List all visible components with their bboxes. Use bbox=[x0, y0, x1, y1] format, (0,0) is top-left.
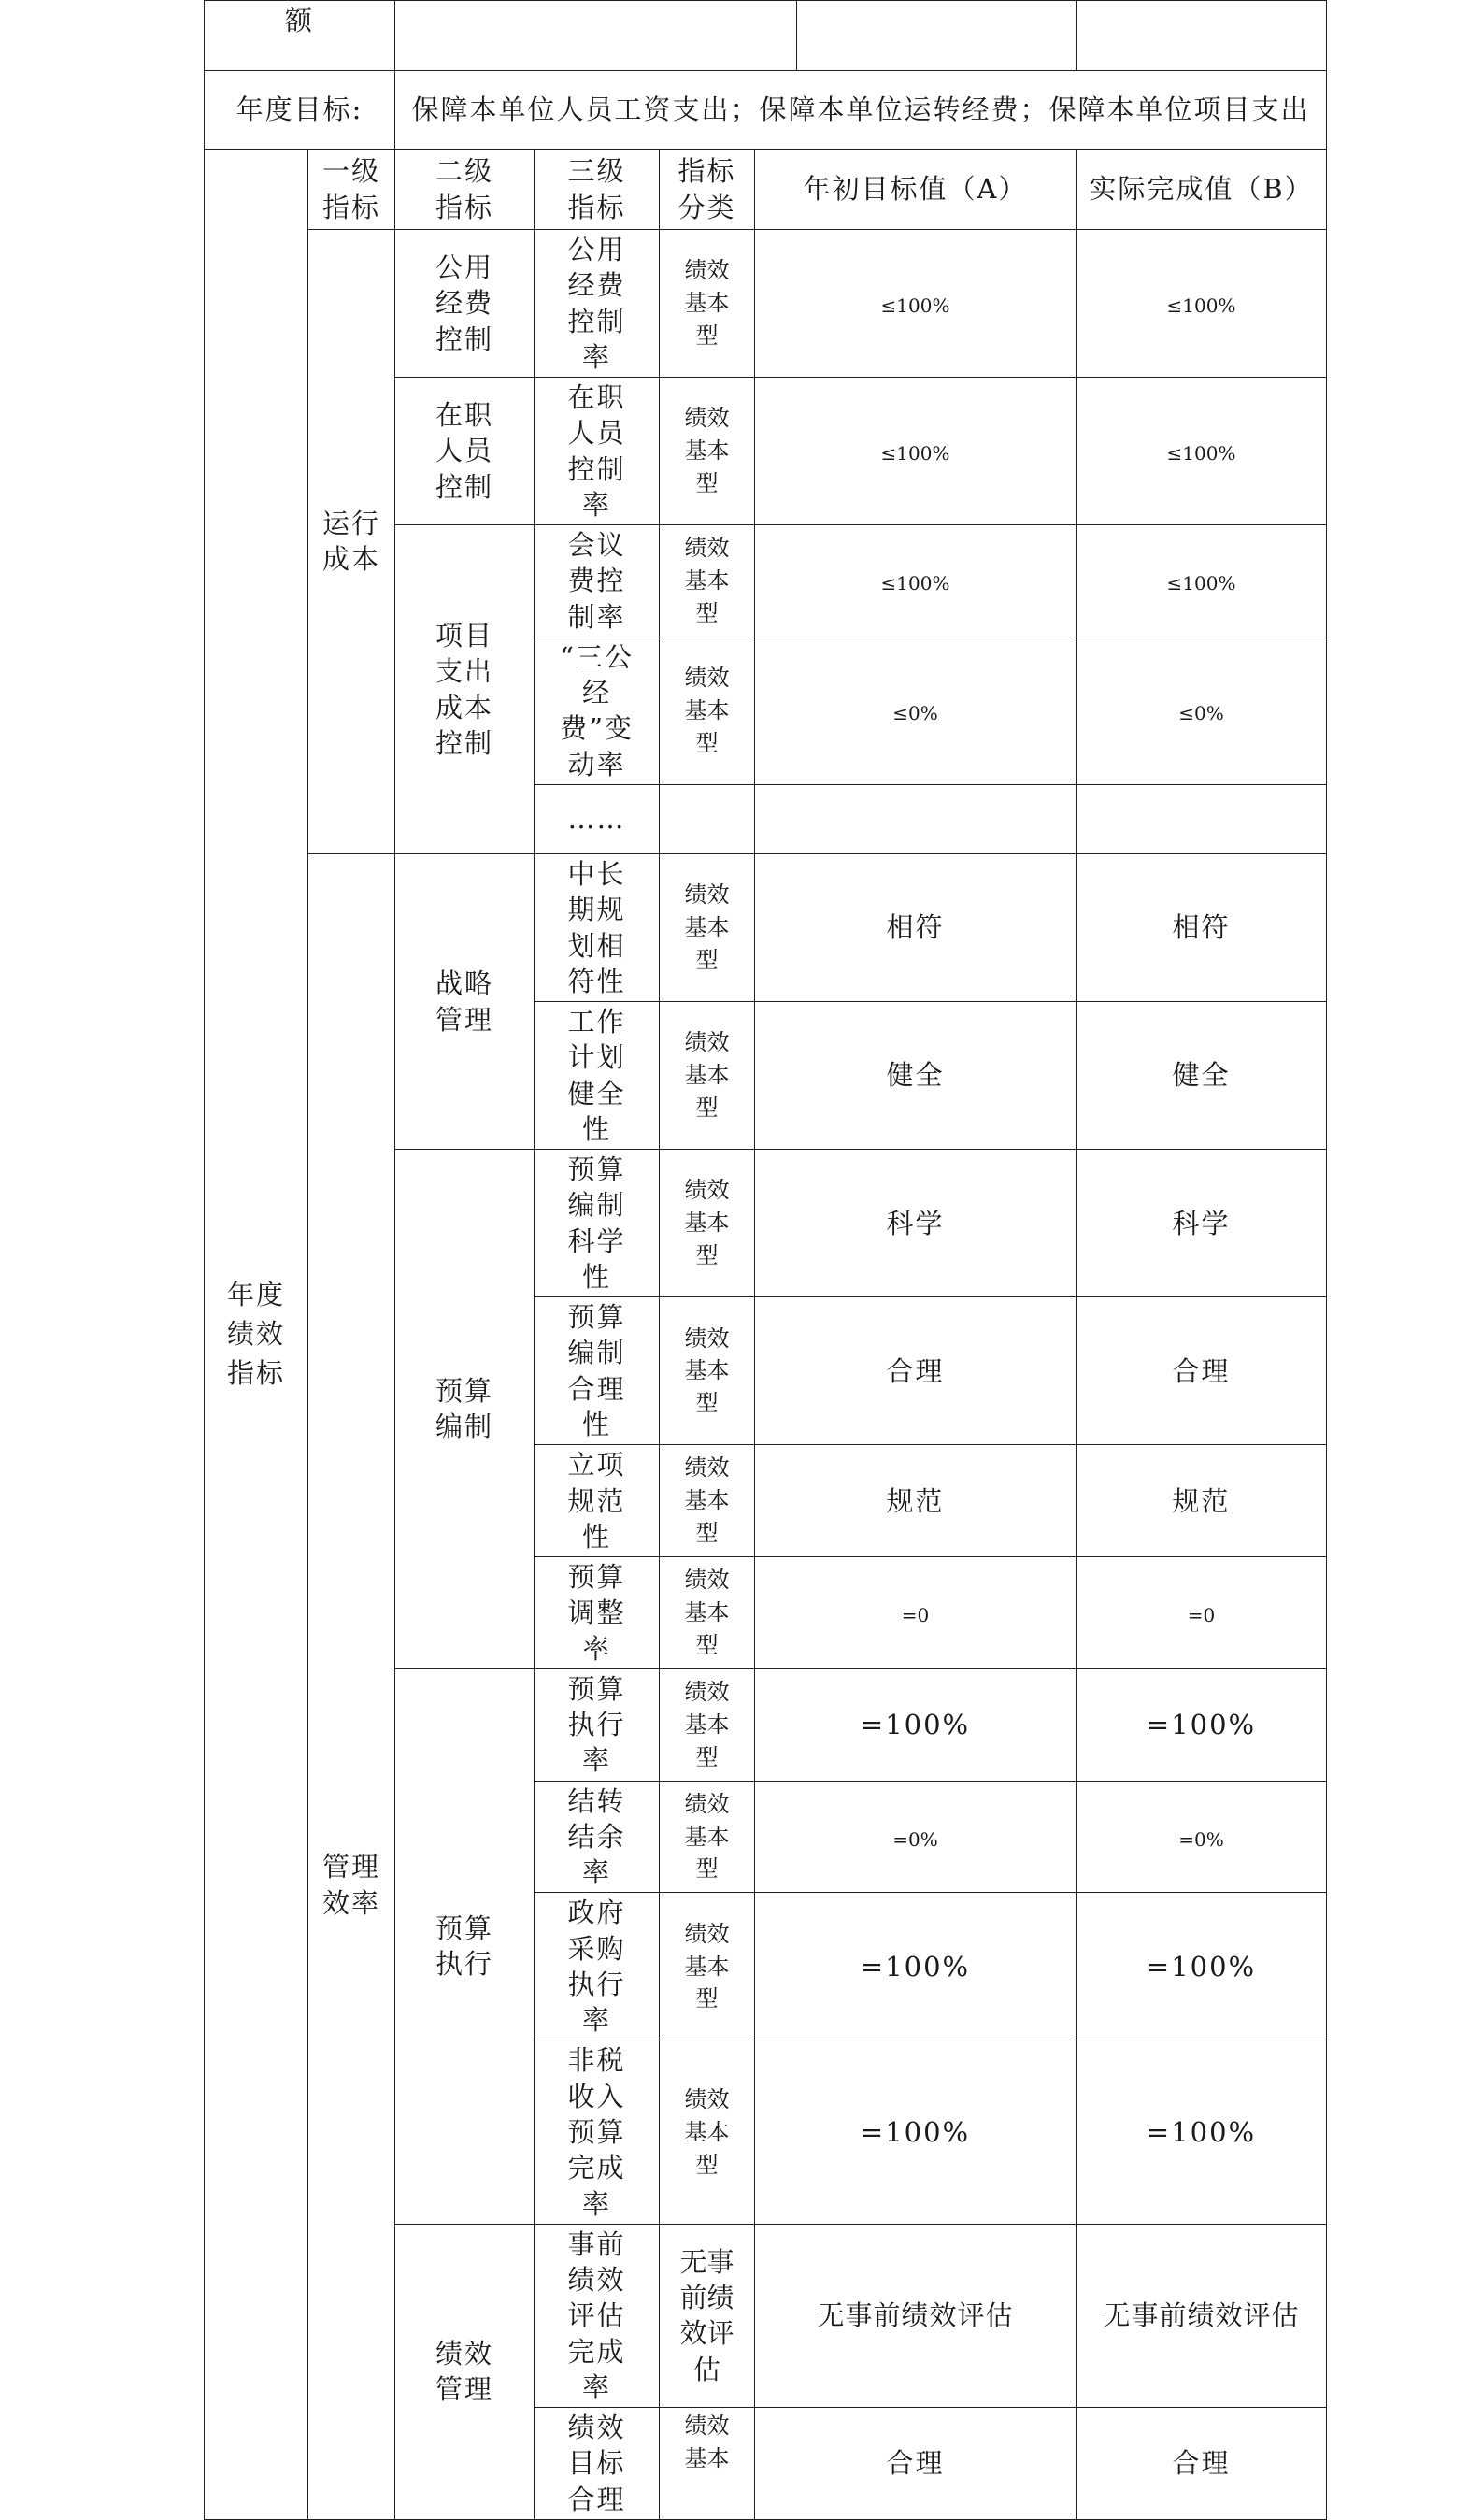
table-row-11-actual bbox=[1077, 1668, 1327, 1781]
table-row-0-actual bbox=[1077, 230, 1327, 378]
table-row-10-target bbox=[755, 1557, 1077, 1669]
level2-public-funds bbox=[395, 230, 535, 378]
target-value: ≤100% bbox=[880, 572, 950, 595]
category-text: 绩效基本型 bbox=[684, 535, 730, 626]
table-row-10-category bbox=[660, 1557, 755, 1669]
table-row-2-target bbox=[755, 525, 1077, 637]
target-value: 相符 bbox=[886, 911, 945, 944]
target-value: =100% bbox=[860, 2116, 971, 2149]
category-text: 绩效基本型 bbox=[684, 1567, 730, 1658]
indicator-text: 预算编制科学性 bbox=[567, 1153, 626, 1293]
annual-goal-label: 年度目标: bbox=[235, 93, 364, 126]
indicator-text: “三公经费”变动率 bbox=[560, 640, 634, 780]
indicator-text: 预算执行率 bbox=[567, 1672, 626, 1777]
table-row-16-target bbox=[755, 2408, 1077, 2520]
table-row-15-indicator bbox=[535, 2224, 660, 2407]
level2-budget-prep bbox=[395, 1150, 535, 1669]
table-row-5-actual bbox=[1077, 853, 1327, 1001]
target-value: =0 bbox=[901, 1604, 930, 1627]
level2-budget-exec-text: 预算执行 bbox=[435, 1912, 494, 1981]
actual-value: 相符 bbox=[1172, 911, 1231, 944]
table-row-13-indicator bbox=[535, 1893, 660, 2040]
table-row-1-target bbox=[755, 378, 1077, 525]
table-row-6-actual bbox=[1077, 1002, 1327, 1150]
table-row-12-target bbox=[755, 1781, 1077, 1893]
table-row-5-indicator bbox=[535, 853, 660, 1001]
table-row-1-category bbox=[660, 378, 755, 525]
indicator-text: 政府采购执行率 bbox=[567, 1897, 626, 2037]
target-value: ≤100% bbox=[880, 294, 950, 318]
table-row-16-indicator bbox=[535, 2408, 660, 2520]
table-row-3-indicator bbox=[535, 637, 660, 784]
table-row-4-target bbox=[755, 784, 1077, 853]
level1-operating-cost bbox=[308, 230, 395, 854]
actual-value: 无事前绩效评估 bbox=[1103, 2299, 1300, 2332]
target-value: 规范 bbox=[886, 1484, 945, 1517]
indicator-text: 会议费控制率 bbox=[567, 529, 626, 633]
table-row-0-indicator bbox=[535, 230, 660, 378]
target-value: 合理 bbox=[886, 2447, 945, 2480]
level2-strategy bbox=[395, 853, 535, 1149]
category-text: 绩效基本型 bbox=[684, 1177, 730, 1269]
amount-empty-3 bbox=[1077, 1, 1327, 71]
table-row-10-indicator bbox=[535, 1557, 660, 1669]
indicator-text: …… bbox=[567, 803, 626, 836]
indicator-text: 立项规范性 bbox=[567, 1449, 626, 1553]
performance-table bbox=[204, 0, 1327, 2520]
category-text: 绩效基本型 bbox=[684, 405, 730, 496]
amount-empty-1 bbox=[395, 1, 797, 71]
table-row-2-category bbox=[660, 525, 755, 637]
amount-empty-2 bbox=[797, 1, 1077, 71]
target-value: ≤100% bbox=[880, 442, 950, 465]
level1-management-efficiency-text: 管理效率 bbox=[321, 1851, 380, 1919]
table-row-14-target bbox=[755, 2040, 1077, 2224]
category-text: 绩效基本型 bbox=[684, 1679, 730, 1770]
category-text: 绩效基本型 bbox=[684, 1790, 730, 1883]
table-row-4-category bbox=[660, 784, 755, 853]
level1-management-efficiency bbox=[308, 853, 395, 2519]
actual-value: ≤0% bbox=[1178, 702, 1224, 725]
target-value: =0% bbox=[892, 1827, 938, 1851]
header-actual-text: 实际完成值（B） bbox=[1089, 173, 1314, 206]
table-row-7-indicator bbox=[535, 1150, 660, 1297]
table-row-16-category bbox=[660, 2408, 755, 2520]
table-row-12-category bbox=[660, 1781, 755, 1893]
table-row-15-target bbox=[755, 2224, 1077, 2407]
table-row-8-indicator bbox=[535, 1297, 660, 1445]
annual-goal-text: 保障本单位人员工资支出；保障本单位运转经费；保障本单位项目支出 bbox=[411, 93, 1310, 126]
category-text: 绩效基本 bbox=[684, 2413, 730, 2471]
target-value: =100% bbox=[860, 1709, 971, 1741]
header-level1 bbox=[308, 150, 395, 230]
level2-staff bbox=[395, 378, 535, 525]
table-row-3-target bbox=[755, 637, 1077, 784]
level1-operating-cost-text: 运行成本 bbox=[321, 508, 380, 576]
table-row-8-target bbox=[755, 1297, 1077, 1445]
table-row-13-actual bbox=[1077, 1893, 1327, 2040]
amount-label: 额 bbox=[285, 5, 315, 36]
header-target bbox=[755, 150, 1077, 230]
table-row-6-indicator bbox=[535, 1002, 660, 1150]
header-actual bbox=[1077, 150, 1327, 230]
table-row-11-indicator bbox=[535, 1668, 660, 1781]
table-row-9-target bbox=[755, 1445, 1077, 1557]
table-row-13-category bbox=[660, 1893, 755, 2040]
actual-value: 科学 bbox=[1172, 1207, 1231, 1239]
actual-value: 合理 bbox=[1172, 1354, 1231, 1387]
actual-value: 健全 bbox=[1172, 1059, 1231, 1092]
section-label: 年度绩效指标 bbox=[226, 1279, 285, 1390]
indicator-text: 预算调整率 bbox=[567, 1561, 626, 1665]
table-row-8-category bbox=[660, 1297, 755, 1445]
category-text: 绩效基本型 bbox=[684, 1454, 730, 1547]
table-row-15-category bbox=[660, 2224, 755, 2407]
actual-value: =100% bbox=[1146, 2116, 1257, 2149]
actual-value: =100% bbox=[1146, 1950, 1257, 1983]
table-row-7-category bbox=[660, 1150, 755, 1297]
table-row-9-indicator bbox=[535, 1445, 660, 1557]
table-row-7-target bbox=[755, 1150, 1077, 1297]
header-level3-text: 三级指标 bbox=[567, 155, 626, 223]
category-text: 绩效基本型 bbox=[684, 257, 730, 349]
actual-value: 规范 bbox=[1172, 1484, 1231, 1517]
level2-budget-prep-text: 预算编制 bbox=[435, 1375, 494, 1443]
header-level2 bbox=[395, 150, 535, 230]
table-row-6-category bbox=[660, 1002, 755, 1150]
table-row-9-actual bbox=[1077, 1445, 1327, 1557]
actual-value: =0 bbox=[1187, 1604, 1216, 1627]
indicator-text: 非税收入预算完成率 bbox=[567, 2044, 626, 2220]
header-category-text: 指标分类 bbox=[677, 155, 736, 223]
table-row-0-category bbox=[660, 230, 755, 378]
level2-project-cost bbox=[395, 525, 535, 854]
annual-goal-text-cell bbox=[395, 71, 1327, 150]
table-row-2-indicator bbox=[535, 525, 660, 637]
category-text: 无事前绩效评估 bbox=[679, 2245, 734, 2385]
level2-staff-text: 在职人员控制 bbox=[435, 399, 494, 503]
header-level3 bbox=[535, 150, 660, 230]
target-value: 科学 bbox=[886, 1207, 945, 1239]
table-row-14-actual bbox=[1077, 2040, 1327, 2224]
table-row-6-target bbox=[755, 1002, 1077, 1150]
indicator-text: 工作计划健全性 bbox=[567, 1006, 626, 1145]
indicator-text: 事前绩效评估完成率 bbox=[567, 2227, 626, 2403]
actual-value: =100% bbox=[1146, 1709, 1257, 1741]
table-row-10-actual bbox=[1077, 1557, 1327, 1669]
level2-strategy-text: 战略管理 bbox=[435, 967, 494, 1036]
annual-goal-label-cell bbox=[205, 71, 395, 150]
indicator-text: 在职人员控制率 bbox=[567, 381, 626, 521]
category-text: 绩效基本型 bbox=[684, 1920, 730, 2012]
actual-value: ≤100% bbox=[1166, 294, 1236, 318]
actual-value: 合理 bbox=[1172, 2447, 1231, 2480]
target-value: =100% bbox=[860, 1950, 971, 1983]
header-target-text: 年初目标值（A） bbox=[803, 173, 1028, 206]
indicator-text: 预算编制合理性 bbox=[567, 1301, 626, 1440]
category-text: 绩效基本型 bbox=[684, 665, 730, 756]
indicator-text: 中长期规划相符性 bbox=[567, 857, 626, 997]
table-row-3-actual bbox=[1077, 637, 1327, 784]
header-level2-text: 二级指标 bbox=[435, 155, 494, 223]
target-value: 健全 bbox=[886, 1059, 945, 1092]
table-row-3-category bbox=[660, 637, 755, 784]
actual-value: ≤100% bbox=[1166, 442, 1236, 465]
table-row-5-target bbox=[755, 853, 1077, 1001]
level2-project-cost-text: 项目支出成本控制 bbox=[435, 620, 494, 759]
header-level1-text: 一级指标 bbox=[321, 155, 380, 223]
table-row-0-target bbox=[755, 230, 1077, 378]
indicator-text: 绩效目标合理 bbox=[567, 2412, 626, 2515]
category-text: 绩效基本型 bbox=[684, 1029, 730, 1121]
table-row-12-indicator bbox=[535, 1781, 660, 1893]
target-value: 合理 bbox=[886, 1354, 945, 1387]
table-row-4-indicator bbox=[535, 784, 660, 853]
indicator-text: 公用经费控制率 bbox=[567, 234, 626, 373]
table-row-14-indicator bbox=[535, 2040, 660, 2224]
category-text: 绩效基本型 bbox=[684, 2085, 730, 2178]
table-row-2-actual bbox=[1077, 525, 1327, 637]
table-row-15-actual bbox=[1077, 2224, 1327, 2407]
level2-perf-mgmt-text: 绩效管理 bbox=[435, 2338, 494, 2406]
table-row-9-category bbox=[660, 1445, 755, 1557]
amount-label-cell bbox=[205, 1, 395, 71]
target-value: 无事前绩效评估 bbox=[817, 2299, 1014, 2332]
table-row-8-actual bbox=[1077, 1297, 1327, 1445]
table-row-14-category bbox=[660, 2040, 755, 2224]
table-row-7-actual bbox=[1077, 1150, 1327, 1297]
level2-budget-exec bbox=[395, 1668, 535, 2224]
category-text: 绩效基本型 bbox=[684, 881, 730, 973]
table-row-4-actual bbox=[1077, 784, 1327, 853]
indicator-text: 结转结余率 bbox=[567, 1784, 626, 1889]
target-value: ≤0% bbox=[892, 702, 938, 725]
level2-public-funds-text: 公用经费控制 bbox=[435, 251, 494, 355]
table-row-16-actual bbox=[1077, 2408, 1327, 2520]
level2-perf-mgmt bbox=[395, 2224, 535, 2519]
table-row-11-category bbox=[660, 1668, 755, 1781]
header-category bbox=[660, 150, 755, 230]
table-row-12-actual bbox=[1077, 1781, 1327, 1893]
table-row-1-actual bbox=[1077, 378, 1327, 525]
table-row-1-indicator bbox=[535, 378, 660, 525]
table-row-13-target bbox=[755, 1893, 1077, 2040]
table-row-11-target bbox=[755, 1668, 1077, 1781]
actual-value: =0% bbox=[1178, 1827, 1224, 1851]
actual-value: ≤100% bbox=[1166, 572, 1236, 595]
section-label-cell bbox=[205, 150, 308, 2520]
table-row-5-category bbox=[660, 853, 755, 1001]
category-text: 绩效基本型 bbox=[684, 1324, 730, 1417]
